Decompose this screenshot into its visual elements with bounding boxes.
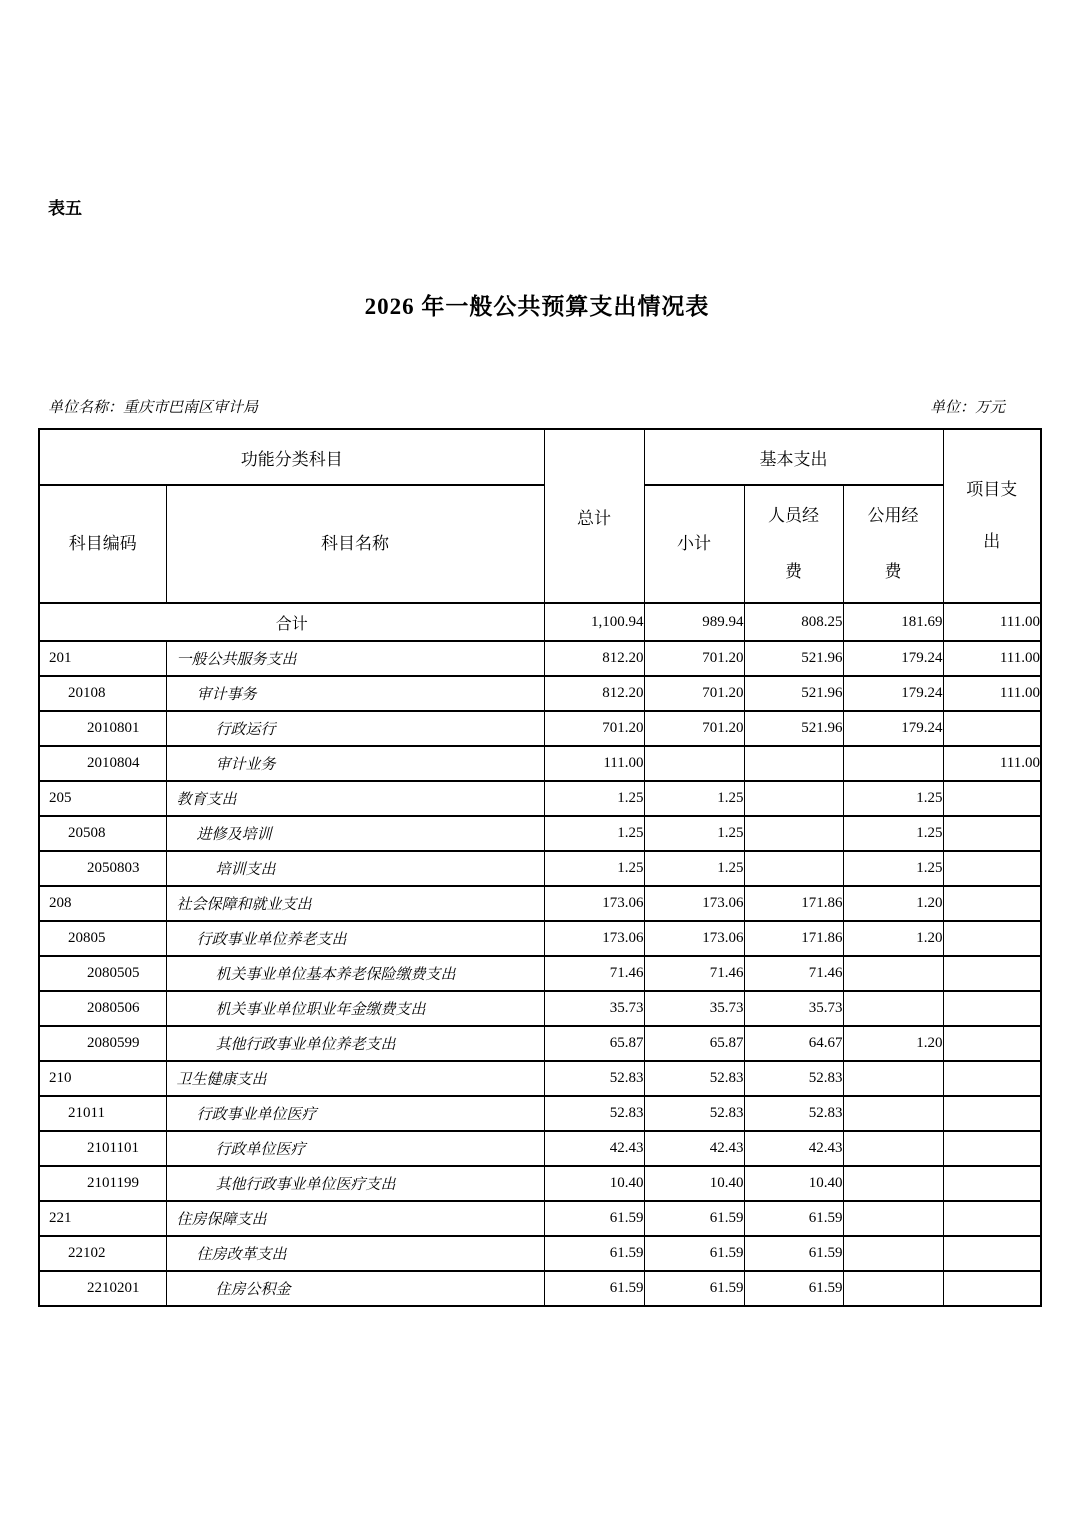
subject-name-cell: 审计事务 bbox=[166, 676, 544, 711]
public-funds-cell: 1.20 bbox=[843, 921, 943, 956]
subject-code-cell: 22102 bbox=[39, 1236, 166, 1271]
subject-name-cell: 教育支出 bbox=[166, 781, 544, 816]
public-funds-cell: 179.24 bbox=[843, 711, 943, 746]
total-cell: 1.25 bbox=[544, 851, 644, 886]
project-expenditure-cell bbox=[943, 1061, 1041, 1096]
subtotal-cell: 61.59 bbox=[644, 1271, 744, 1306]
subject-code-cell: 208 bbox=[39, 886, 166, 921]
subtotal-cell: 10.40 bbox=[644, 1166, 744, 1201]
subtotal-cell: 52.83 bbox=[644, 1061, 744, 1096]
header-row-1 bbox=[39, 429, 1041, 485]
project-expenditure-cell bbox=[943, 1201, 1041, 1236]
personnel-funds-cell bbox=[744, 746, 843, 781]
table-row bbox=[39, 921, 1041, 956]
subject-name-cell: 行政单位医疗 bbox=[166, 1131, 544, 1166]
header-public-funds bbox=[843, 485, 943, 603]
table-row bbox=[39, 1131, 1041, 1166]
subtotal-cell: 173.06 bbox=[644, 886, 744, 921]
project-expenditure-cell bbox=[943, 1026, 1041, 1061]
project-expenditure-cell bbox=[943, 781, 1041, 816]
project-expenditure-cell bbox=[943, 991, 1041, 1026]
subject-name-cell: 行政事业单位医疗 bbox=[166, 1096, 544, 1131]
subject-code-cell: 2101101 bbox=[39, 1131, 166, 1166]
total-cell: 71.46 bbox=[544, 956, 644, 991]
total-cell: 52.83 bbox=[544, 1096, 644, 1131]
table-row bbox=[39, 781, 1041, 816]
table-row bbox=[39, 711, 1041, 746]
total-cell: 173.06 bbox=[544, 886, 644, 921]
total-cell: 61.59 bbox=[544, 1201, 644, 1236]
table-row bbox=[39, 676, 1041, 711]
table-row bbox=[39, 641, 1041, 676]
grand-total-public-cell: 181.69 bbox=[843, 603, 943, 641]
public-funds-cell: 179.24 bbox=[843, 676, 943, 711]
subject-code-cell: 21011 bbox=[39, 1096, 166, 1131]
table-row bbox=[39, 1271, 1041, 1306]
header-project-expenditure-label: 项目支出 bbox=[966, 480, 1018, 551]
project-expenditure-cell: 111.00 bbox=[943, 641, 1041, 676]
subject-name-cell: 行政事业单位养老支出 bbox=[166, 921, 544, 956]
subject-code-cell: 20508 bbox=[39, 816, 166, 851]
subject-name-cell: 培训支出 bbox=[166, 851, 544, 886]
project-expenditure-cell bbox=[943, 886, 1041, 921]
subtotal-cell: 61.59 bbox=[644, 1236, 744, 1271]
subject-name-cell: 行政运行 bbox=[166, 711, 544, 746]
subject-code-cell: 201 bbox=[39, 641, 166, 676]
subject-name-cell: 其他行政事业单位医疗支出 bbox=[166, 1166, 544, 1201]
personnel-funds-cell bbox=[744, 851, 843, 886]
public-funds-cell: 1.25 bbox=[843, 781, 943, 816]
table-row bbox=[39, 956, 1041, 991]
grand-total-total-cell: 1,100.94 bbox=[544, 603, 644, 641]
subject-code-cell: 2050803 bbox=[39, 851, 166, 886]
public-funds-cell bbox=[843, 1096, 943, 1131]
subtotal-cell: 52.83 bbox=[644, 1096, 744, 1131]
subject-code-cell: 221 bbox=[39, 1201, 166, 1236]
table-row bbox=[39, 746, 1041, 781]
subtotal-cell: 65.87 bbox=[644, 1026, 744, 1061]
personnel-funds-cell bbox=[744, 781, 843, 816]
personnel-funds-cell: 64.67 bbox=[744, 1026, 843, 1061]
table-row bbox=[39, 1096, 1041, 1131]
grand-total-subtotal-cell: 989.94 bbox=[644, 603, 744, 641]
subject-code-cell: 2210201 bbox=[39, 1271, 166, 1306]
public-funds-cell: 179.24 bbox=[843, 641, 943, 676]
header-personnel-funds-label: 人员经费 bbox=[768, 506, 819, 581]
public-funds-cell bbox=[843, 1271, 943, 1306]
header-subtotal: 小计 bbox=[644, 485, 744, 603]
public-funds-cell bbox=[843, 1201, 943, 1236]
table-row bbox=[39, 1201, 1041, 1236]
public-funds-cell: 1.20 bbox=[843, 886, 943, 921]
subject-name-cell: 社会保障和就业支出 bbox=[166, 886, 544, 921]
personnel-funds-cell: 35.73 bbox=[744, 991, 843, 1026]
personnel-funds-cell: 61.59 bbox=[744, 1271, 843, 1306]
public-funds-cell bbox=[843, 956, 943, 991]
total-cell: 1.25 bbox=[544, 816, 644, 851]
public-funds-cell bbox=[843, 1061, 943, 1096]
subject-name-cell: 其他行政事业单位养老支出 bbox=[166, 1026, 544, 1061]
project-expenditure-cell bbox=[943, 921, 1041, 956]
total-cell: 10.40 bbox=[544, 1166, 644, 1201]
public-funds-cell: 1.20 bbox=[843, 1026, 943, 1061]
table-row bbox=[39, 991, 1041, 1026]
personnel-funds-cell: 61.59 bbox=[744, 1201, 843, 1236]
subject-code-cell: 20108 bbox=[39, 676, 166, 711]
subtotal-cell: 701.20 bbox=[644, 676, 744, 711]
total-cell: 812.20 bbox=[544, 641, 644, 676]
project-expenditure-cell bbox=[943, 1166, 1041, 1201]
header-functional-classification: 功能分类科目 bbox=[39, 429, 544, 485]
table-row bbox=[39, 816, 1041, 851]
budget-table bbox=[38, 428, 1042, 1307]
personnel-funds-cell: 521.96 bbox=[744, 641, 843, 676]
table-row bbox=[39, 1026, 1041, 1061]
table-row bbox=[39, 1061, 1041, 1096]
table-row-grand-total bbox=[39, 603, 1041, 641]
subtotal-cell: 701.20 bbox=[644, 641, 744, 676]
project-expenditure-cell bbox=[943, 1271, 1041, 1306]
project-expenditure-cell bbox=[943, 711, 1041, 746]
header-row-2 bbox=[39, 485, 1041, 603]
total-cell: 35.73 bbox=[544, 991, 644, 1026]
subject-name-cell: 住房公积金 bbox=[166, 1271, 544, 1306]
table-body bbox=[39, 603, 1041, 1306]
unit-name-label: 单位名称：重庆市巴南区审计局 bbox=[48, 400, 259, 416]
project-expenditure-cell: 111.00 bbox=[943, 676, 1041, 711]
header-public-funds-label: 公用经费 bbox=[867, 506, 919, 581]
grand-total-project-cell: 111.00 bbox=[943, 603, 1041, 641]
personnel-funds-cell bbox=[744, 816, 843, 851]
personnel-funds-cell: 10.40 bbox=[744, 1166, 843, 1201]
subtotal-cell: 35.73 bbox=[644, 991, 744, 1026]
table-row bbox=[39, 886, 1041, 921]
subtotal-cell: 42.43 bbox=[644, 1131, 744, 1166]
table-row bbox=[39, 1166, 1041, 1201]
subtotal-cell: 1.25 bbox=[644, 816, 744, 851]
personnel-funds-cell: 61.59 bbox=[744, 1236, 843, 1271]
subtotal-cell: 1.25 bbox=[644, 851, 744, 886]
subject-code-cell: 2080599 bbox=[39, 1026, 166, 1061]
project-expenditure-cell: 111.00 bbox=[943, 746, 1041, 781]
subject-name-cell: 进修及培训 bbox=[166, 816, 544, 851]
header-basic-expenditure: 基本支出 bbox=[644, 429, 943, 485]
subject-name-cell: 住房改革支出 bbox=[166, 1236, 544, 1271]
personnel-funds-cell: 71.46 bbox=[744, 956, 843, 991]
subject-name-cell: 一般公共服务支出 bbox=[166, 641, 544, 676]
personnel-funds-cell: 171.86 bbox=[744, 886, 843, 921]
public-funds-cell bbox=[843, 991, 943, 1026]
subject-code-cell: 20805 bbox=[39, 921, 166, 956]
subject-code-cell: 2080506 bbox=[39, 991, 166, 1026]
total-cell: 42.43 bbox=[544, 1131, 644, 1166]
subject-code-cell: 2101199 bbox=[39, 1166, 166, 1201]
subject-name-cell: 机关事业单位职业年金缴费支出 bbox=[166, 991, 544, 1026]
subject-code-cell: 2080505 bbox=[39, 956, 166, 991]
public-funds-cell: 1.25 bbox=[843, 816, 943, 851]
public-funds-cell: 1.25 bbox=[843, 851, 943, 886]
project-expenditure-cell bbox=[943, 1096, 1041, 1131]
personnel-funds-cell: 52.83 bbox=[744, 1096, 843, 1131]
subject-code-cell: 2010804 bbox=[39, 746, 166, 781]
project-expenditure-cell bbox=[943, 1236, 1041, 1271]
total-cell: 812.20 bbox=[544, 676, 644, 711]
public-funds-cell bbox=[843, 1236, 943, 1271]
public-funds-cell bbox=[843, 1131, 943, 1166]
subject-code-cell: 205 bbox=[39, 781, 166, 816]
subject-code-cell: 2010801 bbox=[39, 711, 166, 746]
header-grand-total: 总计 bbox=[544, 429, 644, 603]
personnel-funds-cell: 171.86 bbox=[744, 921, 843, 956]
page-title: 2026 年一般公共预算支出情况表 bbox=[364, 294, 710, 319]
header-subject-name: 科目名称 bbox=[166, 485, 544, 603]
subtotal-cell: 1.25 bbox=[644, 781, 744, 816]
grand-total-label-cell: 合计 bbox=[39, 603, 544, 641]
table-row bbox=[39, 851, 1041, 886]
subject-name-cell: 卫生健康支出 bbox=[166, 1061, 544, 1096]
project-expenditure-cell bbox=[943, 956, 1041, 991]
personnel-funds-cell: 521.96 bbox=[744, 676, 843, 711]
total-cell: 701.20 bbox=[544, 711, 644, 746]
personnel-funds-cell: 52.83 bbox=[744, 1061, 843, 1096]
table-number-label: 表五 bbox=[48, 199, 82, 218]
total-cell: 65.87 bbox=[544, 1026, 644, 1061]
project-expenditure-cell bbox=[943, 1131, 1041, 1166]
table-header bbox=[39, 429, 1041, 603]
subject-name-cell: 审计业务 bbox=[166, 746, 544, 781]
subject-name-cell: 住房保障支出 bbox=[166, 1201, 544, 1236]
subtotal-cell bbox=[644, 746, 744, 781]
public-funds-cell bbox=[843, 746, 943, 781]
public-funds-cell bbox=[843, 1166, 943, 1201]
total-cell: 52.83 bbox=[544, 1061, 644, 1096]
meta-row bbox=[48, 396, 1005, 417]
subject-name-cell: 机关事业单位基本养老保险缴费支出 bbox=[166, 956, 544, 991]
header-personnel-funds bbox=[744, 485, 843, 603]
project-expenditure-cell bbox=[943, 816, 1041, 851]
subject-code-cell: 210 bbox=[39, 1061, 166, 1096]
total-cell: 1.25 bbox=[544, 781, 644, 816]
header-project-expenditure bbox=[943, 429, 1041, 603]
total-cell: 61.59 bbox=[544, 1236, 644, 1271]
project-expenditure-cell bbox=[943, 851, 1041, 886]
total-cell: 173.06 bbox=[544, 921, 644, 956]
subtotal-cell: 61.59 bbox=[644, 1201, 744, 1236]
header-subject-code: 科目编码 bbox=[39, 485, 166, 603]
table-row bbox=[39, 1236, 1041, 1271]
subtotal-cell: 701.20 bbox=[644, 711, 744, 746]
subtotal-cell: 71.46 bbox=[644, 956, 744, 991]
personnel-funds-cell: 42.43 bbox=[744, 1131, 843, 1166]
personnel-funds-cell: 521.96 bbox=[744, 711, 843, 746]
grand-total-personnel-cell: 808.25 bbox=[744, 603, 843, 641]
subtotal-cell: 173.06 bbox=[644, 921, 744, 956]
unit-of-measure-label: 单位：万元 bbox=[929, 400, 1005, 416]
total-cell: 61.59 bbox=[544, 1271, 644, 1306]
total-cell: 111.00 bbox=[544, 746, 644, 781]
